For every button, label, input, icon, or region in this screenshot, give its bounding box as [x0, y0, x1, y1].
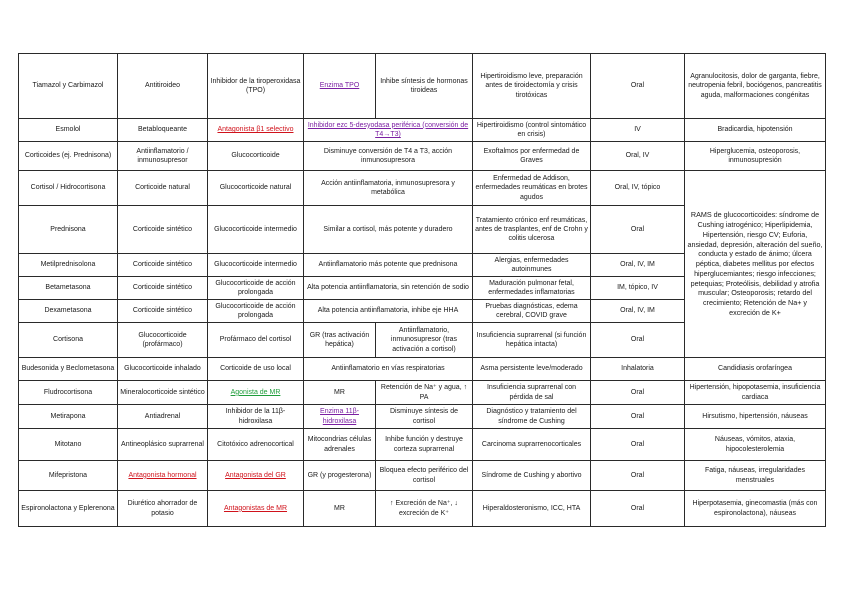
cell-indicaciones: Alergias, enfermedades autoinmunes	[473, 254, 591, 277]
drug-table	[18, 53, 826, 527]
cell-adversos: Hiperglucemia, osteoporosis, inmunosupresión	[685, 142, 826, 171]
cell-diana	[304, 54, 376, 119]
cell-via: Oral	[591, 323, 685, 358]
cell-via: Inhalatoria	[591, 358, 685, 381]
cell-clase: Diurético ahorrador de potasio	[118, 491, 208, 527]
cell-clase: Antineoplásico suprarrenal	[118, 429, 208, 461]
cell-mecanismo	[208, 381, 304, 405]
cell-via: Oral	[591, 429, 685, 461]
cell-indicaciones: Insuficiencia suprarrenal con pérdida de sal	[473, 381, 591, 405]
cell-mecanismo	[208, 461, 304, 491]
cell-clase: Antitiroideo	[118, 54, 208, 119]
cell-via: Oral, IV, IM	[591, 300, 685, 323]
cell-indicaciones: Maduración pulmonar fetal, enfermedades inflamatorias	[473, 277, 591, 300]
cell-efecto: Retención de Na⁺ y agua, ↑ PA	[376, 381, 473, 405]
diana-link[interactable]: Enzima 11β-hidroxilasa	[320, 408, 359, 425]
cell-farmaco: Tiamazol y Carbimazol	[19, 54, 118, 119]
cell-diana-efecto: Disminuye conversión de T4 a T3, acción inmunosupresora	[304, 142, 473, 171]
table-row	[19, 171, 826, 206]
cell-adversos: Agranulocitosis, dolor de garganta, fiebre, neutropenia febril, bociógenos, pancreatitis aguda, malformaciones congénitas	[685, 54, 826, 119]
cell-via: Oral	[591, 461, 685, 491]
table-row	[19, 491, 826, 527]
cell-via: Oral	[591, 206, 685, 254]
cell-via: Oral	[591, 381, 685, 405]
cell-mecanismo: Inhibidor de la 11β-hidroxilasa	[208, 405, 304, 429]
cell-farmaco: Dexametasona	[19, 300, 118, 323]
cell-indicaciones: Exoftalmos por enfermedad de Graves	[473, 142, 591, 171]
cell-mecanismo	[208, 119, 304, 142]
cell-mecanismo: Inhibidor de la tiroperoxidasa (TPO)	[208, 54, 304, 119]
cell-via: Oral	[591, 491, 685, 527]
cell-efecto: Antiinflamatorio, inmunosupresor (tras activación a cortisol)	[376, 323, 473, 358]
cell-mecanismo: Glucocorticoide natural	[208, 171, 304, 206]
cell-farmaco: Metirapona	[19, 405, 118, 429]
cell-efecto: Inhibe síntesis de hormonas tiroideas	[376, 54, 473, 119]
cell-clase: Corticoide sintético	[118, 206, 208, 254]
cell-clase: Corticoide sintético	[118, 300, 208, 323]
cell-efecto: Disminuye síntesis de cortisol	[376, 405, 473, 429]
cell-mecanismo: Glucocorticoide	[208, 142, 304, 171]
cell-clase: Glucocorticoide (profármaco)	[118, 323, 208, 358]
cell-mecanismo: Glucocorticoide intermedio	[208, 206, 304, 254]
cell-mecanismo: Glucocorticoide de acción prolongada	[208, 300, 304, 323]
cell-via: Oral, IV	[591, 142, 685, 171]
cell-farmaco: Cortisol / Hidrocortisona	[19, 171, 118, 206]
cell-via: IM, tópico, IV	[591, 277, 685, 300]
cell-clase: Corticoide sintético	[118, 254, 208, 277]
table-row	[19, 461, 826, 491]
cell-farmaco: Mitotano	[19, 429, 118, 461]
mecanismo-link[interactable]: Antagonista β1 selectivo	[217, 126, 294, 134]
clase-link[interactable]: Antagonista hormonal	[128, 471, 197, 479]
mecanismo-link[interactable]: Antagonistas de MR	[223, 504, 288, 512]
cell-farmaco: Esmolol	[19, 119, 118, 142]
cell-diana	[304, 405, 376, 429]
cell-farmaco: Cortisona	[19, 323, 118, 358]
cell-diana-efecto: Antiinflamatorio en vías respiratorias	[304, 358, 473, 381]
cell-clase: Corticoide natural	[118, 171, 208, 206]
cell-adversos: Candidiasis orofaríngea	[685, 358, 826, 381]
cell-diana-efecto: Alta potencia antiinflamatoria, sin retención de sodio	[304, 277, 473, 300]
cell-adversos: Hipertensión, hipopotasemia, insuficiencia cardiaca	[685, 381, 826, 405]
cell-farmaco: Corticoides (ej. Prednisona)	[19, 142, 118, 171]
cell-diana-efecto: Antiinflamatorio más potente que prednisona	[304, 254, 473, 277]
cell-clase: Antiinflamatorio / inmunosupresor	[118, 142, 208, 171]
diana-efecto-link[interactable]: Inhibidor ezc 5-desyodasa periférica (conversión de T4→T3)	[307, 121, 469, 138]
cell-farmaco: Mifepristona	[19, 461, 118, 491]
cell-clase: Betabloqueante	[118, 119, 208, 142]
cell-via: Oral, IV, tópico	[591, 171, 685, 206]
cell-indicaciones: Hipertiroidismo (control sintomático en crisis)	[473, 119, 591, 142]
diana-link[interactable]: Enzima TPO	[319, 82, 360, 90]
cell-via: IV	[591, 119, 685, 142]
cell-via: Oral	[591, 405, 685, 429]
cell-clase	[118, 461, 208, 491]
cell-mecanismo: Profármaco del cortisol	[208, 323, 304, 358]
cell-diana-efecto: Similar a cortisol, más potente y duradero	[304, 206, 473, 254]
cell-diana-efecto: Alta potencia antiinflamatoria, inhibe eje HHA	[304, 300, 473, 323]
cell-adversos: Fatiga, náuseas, irregularidades menstruales	[685, 461, 826, 491]
cell-indicaciones: Diagnóstico y tratamiento del síndrome de Cushing	[473, 405, 591, 429]
cell-farmaco: Betametasona	[19, 277, 118, 300]
cell-diana: MR	[304, 381, 376, 405]
cell-adversos: Hirsutismo, hipertensión, náuseas	[685, 405, 826, 429]
cell-clase: Glucocorticoide inhalado	[118, 358, 208, 381]
cell-indicaciones: Pruebas diagnósticas, edema cerebral, COVID grave	[473, 300, 591, 323]
table-row	[19, 142, 826, 171]
cell-indicaciones: Síndrome de Cushing y abortivo	[473, 461, 591, 491]
cell-efecto: ↑ Excreción de Na⁺, ↓ excreción de K⁺	[376, 491, 473, 527]
table-row	[19, 381, 826, 405]
cell-diana-efecto: Acción antiinflamatoria, inmunosupresora y metabólica	[304, 171, 473, 206]
cell-mecanismo: Glucocorticoide intermedio	[208, 254, 304, 277]
cell-via: Oral	[591, 54, 685, 119]
cell-adversos: Bradicardia, hipotensión	[685, 119, 826, 142]
cell-diana: GR (y progesterona)	[304, 461, 376, 491]
cell-clase: Antiadrenal	[118, 405, 208, 429]
cell-diana: MR	[304, 491, 376, 527]
table-row	[19, 429, 826, 461]
cell-efecto: Bloquea efecto periférico del cortisol	[376, 461, 473, 491]
rams-note: RAMS de glucocorticoides: síndrome de Cushing iatrogénico; Hiperlipidemia, Hipertensión, riesgo CV; Euforia, ansiedad, depresión, alteración del sueño, conducta y estado de ánimo; úlcera péptica, diabetes mellitus por efectos hiperglucemiantes; riesgo infecciones; petequias; Proteólisis, debilidad y atrofia muscular; Osteoporosis; retardo del crecimiento; Retención de Na+ y excreción de K+	[685, 171, 826, 358]
cell-mecanismo: Corticoide de uso local	[208, 358, 304, 381]
cell-efecto: Inhibe función y destruye corteza suprarrenal	[376, 429, 473, 461]
mecanismo-link[interactable]: Antagonista del GR	[225, 471, 286, 479]
mecanismo-link[interactable]: Agonista de MR	[230, 388, 281, 396]
cell-clase: Corticoide sintético	[118, 277, 208, 300]
table-row	[19, 405, 826, 429]
cell-clase: Mineralocorticoide sintético	[118, 381, 208, 405]
table-row	[19, 54, 826, 119]
cell-indicaciones: Hipertiroidismo leve, preparación antes de tiroidectomía y crisis tirotóxicas	[473, 54, 591, 119]
cell-mecanismo	[208, 491, 304, 527]
cell-via: Oral, IV, IM	[591, 254, 685, 277]
cell-farmaco: Budesonida y Beclometasona	[19, 358, 118, 381]
cell-indicaciones: Tratamiento crónico enf reumáticas, antes de trasplantes, enf de Crohn y colitis ulcerosa	[473, 206, 591, 254]
cell-farmaco: Prednisona	[19, 206, 118, 254]
cell-indicaciones: Carcinoma suprarrenocorticales	[473, 429, 591, 461]
cell-mecanismo: Citotóxico adrenocortical	[208, 429, 304, 461]
cell-indicaciones: Hiperaldosteronismo, ICC, HTA	[473, 491, 591, 527]
cell-farmaco: Metilprednisolona	[19, 254, 118, 277]
cell-diana: Mitocondrias células adrenales	[304, 429, 376, 461]
cell-mecanismo: Glucocorticoide de acción prolongada	[208, 277, 304, 300]
table-row	[19, 358, 826, 381]
cell-diana-efecto	[304, 119, 473, 142]
table-row	[19, 119, 826, 142]
cell-indicaciones: Insuficiencia suprarrenal (si función hepática intacta)	[473, 323, 591, 358]
cell-indicaciones: Enfermedad de Addison, enfermedades reumáticas en brotes agudos	[473, 171, 591, 206]
cell-farmaco: Fludrocortisona	[19, 381, 118, 405]
cell-diana: GR (tras activación hepática)	[304, 323, 376, 358]
cell-farmaco: Espironolactona y Eplerenona	[19, 491, 118, 527]
cell-indicaciones: Asma persistente leve/moderado	[473, 358, 591, 381]
cell-adversos: Hiperpotasemia, ginecomastia (más con espironolactona), náuseas	[685, 491, 826, 527]
cell-adversos: Náuseas, vómitos, ataxia, hipocolesterolemia	[685, 429, 826, 461]
